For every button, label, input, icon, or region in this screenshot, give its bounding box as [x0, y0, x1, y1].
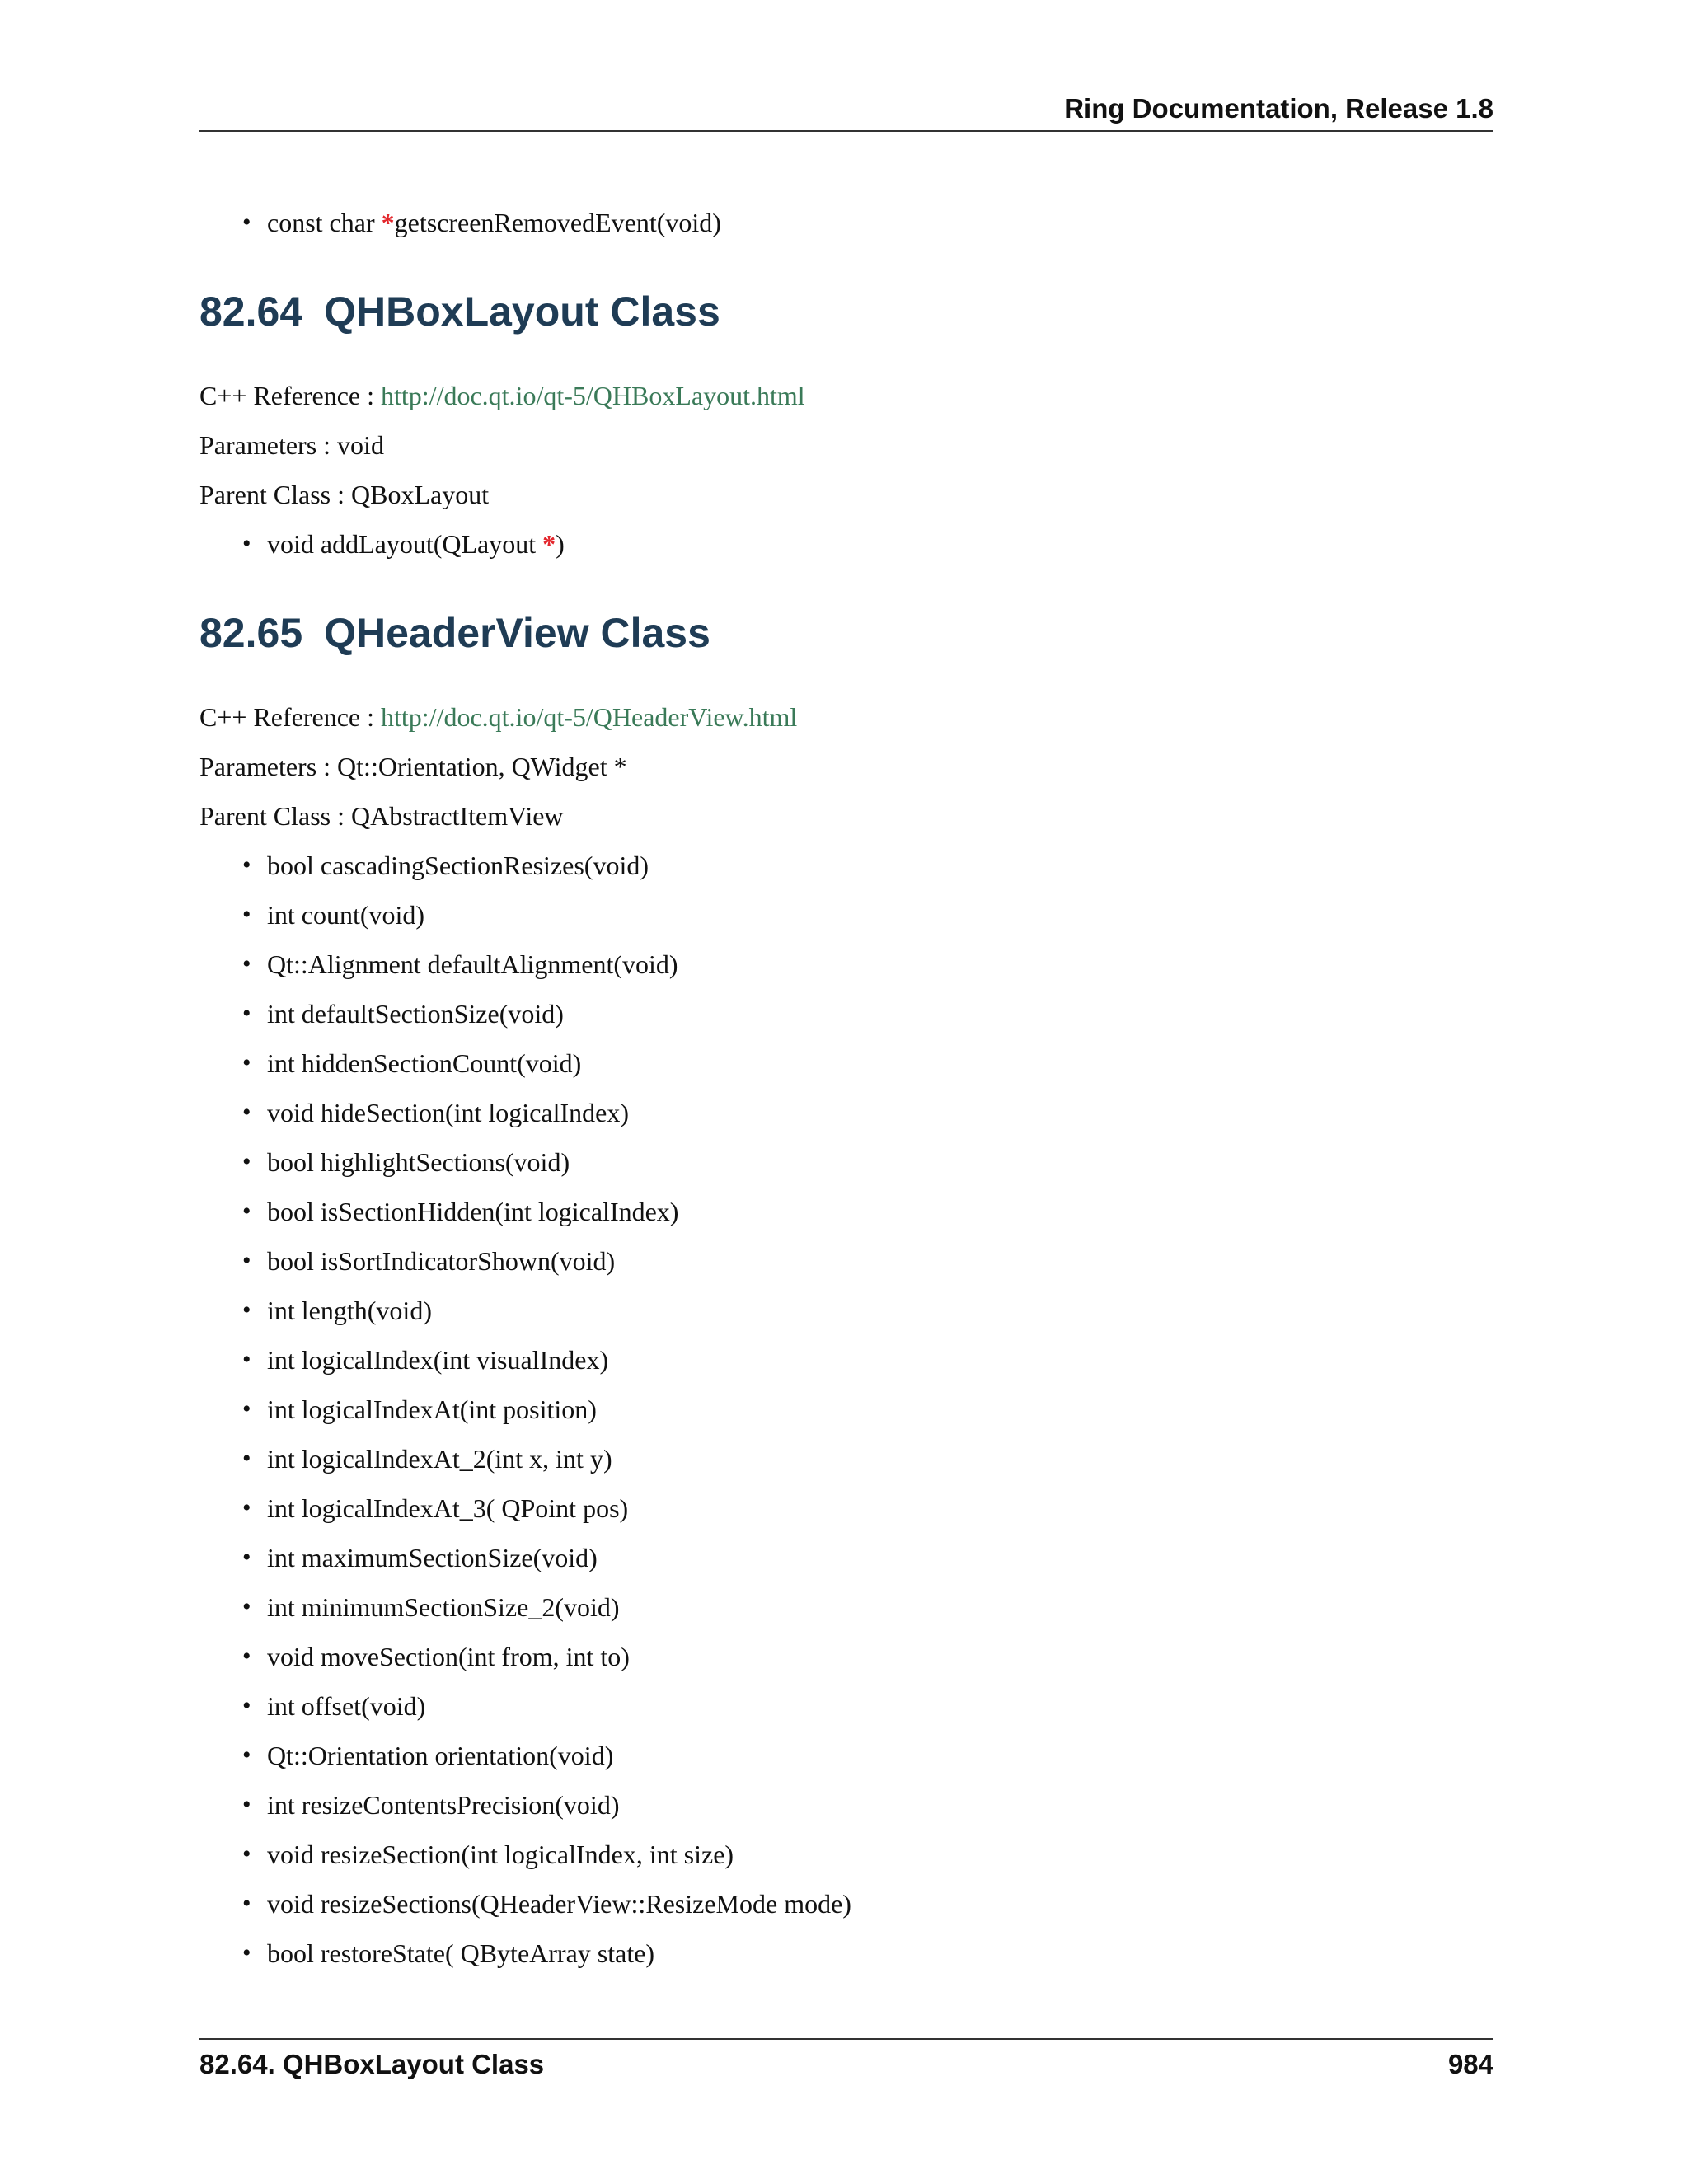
list-item	[242, 1434, 1493, 1483]
list-item	[242, 1483, 1493, 1533]
method-text: )	[556, 529, 565, 559]
bullet-icon: •	[242, 209, 251, 236]
method-text: void resizeSections(QHeaderView::ResizeMode mode)	[267, 1889, 851, 1919]
method-list-qheaderview	[199, 841, 1493, 1978]
list-item	[242, 1187, 1493, 1236]
bullet-icon: •	[242, 1791, 251, 1818]
bullet-icon: •	[242, 1346, 251, 1373]
method-text: void moveSection(int from, int to)	[267, 1642, 630, 1671]
method-text: bool highlightSections(void)	[267, 1147, 570, 1177]
bullet-icon: •	[242, 1494, 251, 1521]
list-item	[242, 198, 1493, 247]
bullet-icon: •	[242, 851, 251, 879]
parent-class-line: Parent Class : QAbstractItemView	[199, 801, 564, 831]
cpp-reference	[199, 692, 1493, 742]
page-header	[199, 91, 1493, 132]
parent-class-line: Parent Class : QBoxLayout	[199, 480, 490, 509]
bullet-icon: •	[242, 1890, 251, 1917]
list-item	[242, 1533, 1493, 1582]
bullet-icon: •	[242, 1197, 251, 1225]
bullet-icon: •	[242, 950, 251, 977]
method-text: int hiddenSectionCount(void)	[267, 1048, 582, 1078]
bullet-icon: •	[242, 1296, 251, 1324]
method-text: int offset(void)	[267, 1691, 426, 1721]
method-text: const char	[267, 208, 382, 237]
page-content	[199, 198, 1493, 1978]
section-number: 82.65	[199, 610, 303, 656]
section-heading-qheaderview	[199, 608, 1493, 658]
bullet-icon: •	[242, 1000, 251, 1027]
pointer-star: *	[542, 529, 556, 559]
list-item	[242, 1731, 1493, 1780]
method-text: int minimumSectionSize_2(void)	[267, 1592, 620, 1622]
list-item	[242, 1632, 1493, 1681]
method-text: bool restoreState( QByteArray state)	[267, 1938, 655, 1968]
method-text: bool cascadingSectionResizes(void)	[267, 851, 649, 880]
list-item	[242, 1582, 1493, 1632]
bullet-icon: •	[242, 1692, 251, 1719]
method-text: Qt::Orientation orientation(void)	[267, 1741, 614, 1770]
list-item	[242, 1236, 1493, 1286]
section-title: QHeaderView Class	[324, 610, 710, 656]
method-text: void hideSection(int logicalIndex)	[267, 1098, 629, 1127]
list-item	[242, 1335, 1493, 1385]
list-item	[242, 1088, 1493, 1137]
list-item	[242, 1780, 1493, 1830]
method-text: int count(void)	[267, 900, 425, 930]
bullet-icon: •	[242, 1643, 251, 1670]
intro-bullet-list	[199, 198, 1493, 247]
method-text: int length(void)	[267, 1296, 432, 1325]
bullet-icon: •	[242, 1395, 251, 1422]
method-text: int logicalIndexAt(int position)	[267, 1394, 597, 1424]
list-item	[242, 1286, 1493, 1335]
page-number: 984	[1447, 2049, 1493, 2079]
bullet-icon: •	[242, 1445, 251, 1472]
method-text: int logicalIndexAt_2(int x, int y)	[267, 1444, 612, 1474]
parameters-line: Parameters : Qt::Orientation, QWidget *	[199, 752, 627, 781]
list-item	[242, 1681, 1493, 1731]
bullet-icon: •	[242, 1840, 251, 1868]
section-number: 82.64	[199, 288, 303, 335]
section-title: QHBoxLayout Class	[324, 288, 720, 335]
list-item	[242, 1038, 1493, 1088]
cpp-reference	[199, 371, 1493, 420]
bullet-icon: •	[242, 530, 251, 557]
bullet-icon: •	[242, 901, 251, 928]
list-item	[242, 1830, 1493, 1879]
method-text: int maximumSectionSize(void)	[267, 1543, 598, 1572]
pointer-star: *	[381, 208, 395, 237]
method-text: void resizeSection(int logicalIndex, int size)	[267, 1840, 734, 1869]
method-text: int logicalIndex(int visualIndex)	[267, 1345, 609, 1375]
method-text: int resizeContentsPrecision(void)	[267, 1790, 620, 1820]
list-item	[242, 1929, 1493, 1978]
running-title: Ring Documentation, Release 1.8	[1064, 93, 1493, 124]
page-footer	[199, 2038, 1493, 2079]
list-item	[242, 1137, 1493, 1187]
bullet-icon: •	[242, 1593, 251, 1620]
method-text: getscreenRemovedEvent(void)	[394, 208, 721, 237]
list-item	[242, 1879, 1493, 1929]
bullet-icon: •	[242, 1544, 251, 1571]
method-text: void addLayout(QLayout	[267, 529, 543, 559]
bullet-icon: •	[242, 1247, 251, 1274]
list-item	[242, 989, 1493, 1038]
list-item	[242, 940, 1493, 989]
method-text: bool isSectionHidden(int logicalIndex)	[267, 1197, 679, 1226]
method-text: bool isSortIndicatorShown(void)	[267, 1246, 616, 1276]
list-item	[242, 1385, 1493, 1434]
list-item	[242, 841, 1493, 890]
method-list-qhboxlayout	[199, 519, 1493, 569]
bullet-icon: •	[242, 1939, 251, 1966]
footer-section-label: 82.64. QHBoxLayout Class	[199, 2049, 545, 2079]
section-heading-qhboxlayout	[199, 287, 1493, 336]
list-item	[242, 519, 1493, 569]
bullet-icon: •	[242, 1099, 251, 1126]
list-item	[242, 890, 1493, 940]
bullet-icon: •	[242, 1148, 251, 1175]
parameters-line: Parameters : void	[199, 430, 384, 460]
reference-link[interactable]: http://doc.qt.io/qt-5/QHBoxLayout.html	[381, 381, 805, 410]
method-text: Qt::Alignment defaultAlignment(void)	[267, 949, 678, 979]
reference-link[interactable]: http://doc.qt.io/qt-5/QHeaderView.html	[381, 702, 798, 732]
reference-label: C++ Reference :	[199, 702, 381, 732]
reference-label: C++ Reference :	[199, 381, 381, 410]
method-text: int defaultSectionSize(void)	[267, 999, 564, 1029]
bullet-icon: •	[242, 1741, 251, 1769]
bullet-icon: •	[242, 1049, 251, 1076]
method-text: int logicalIndexAt_3( QPoint pos)	[267, 1493, 629, 1523]
